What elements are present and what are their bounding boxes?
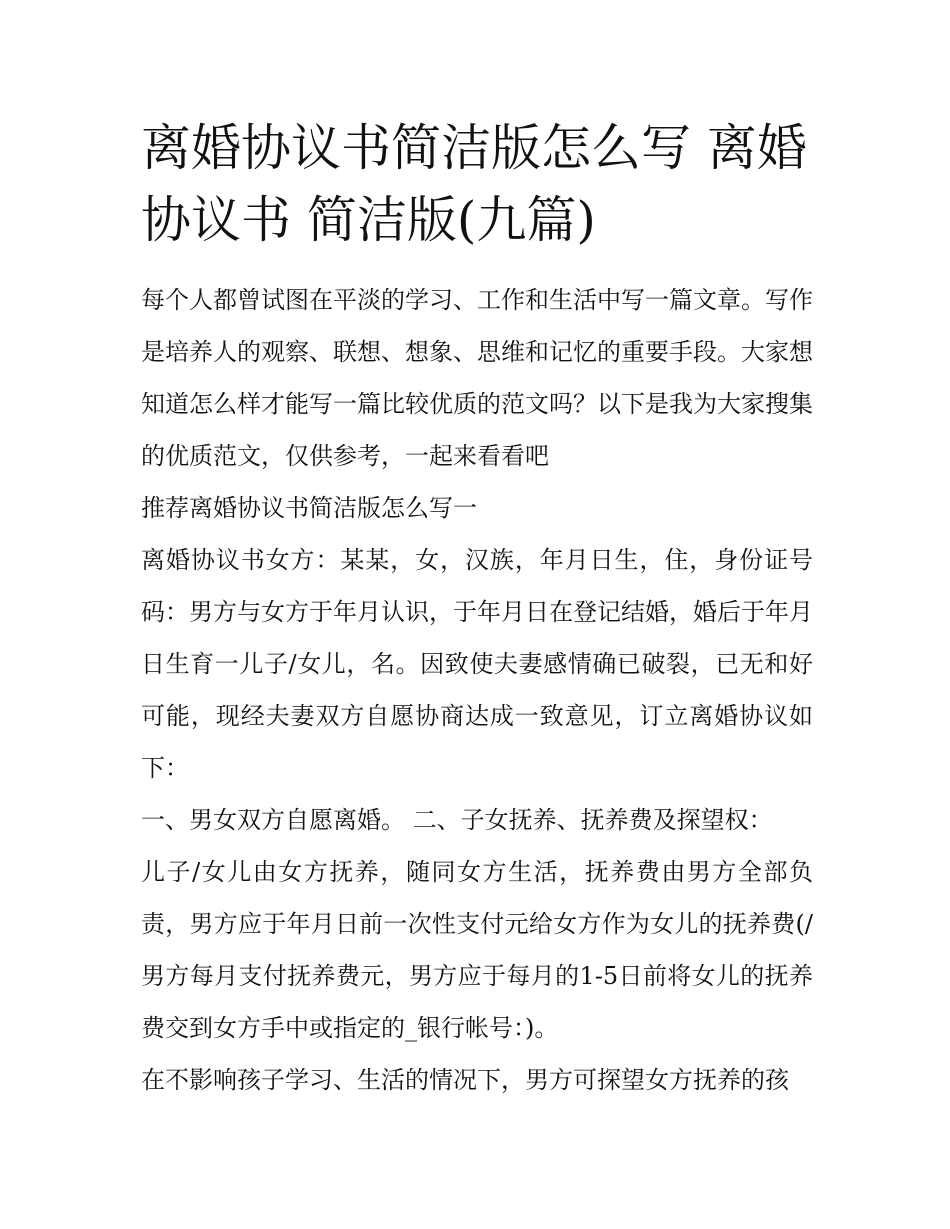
paragraph-intro: 每个人都曾试图在平淡的学习、工作和生活中写一篇文章。写作是培养人的观察、联想、想象、思维和记忆的重要手段。大家想知道怎么样才能写一篇比较优质的范文吗？以下是我为大家搜集的优质范文，仅供参考，一起来看看吧 — [141, 286, 813, 470]
paragraph-clauses-one-two: 一、男女双方自愿离婚。 二、子女抚养、抚养费及探望权： — [141, 806, 773, 834]
paragraph-recommend-heading: 推荐离婚协议书简洁版怎么写一 — [141, 494, 477, 522]
document-body — [141, 274, 813, 1106]
paragraph-agreement-intro: 离婚协议书女方：某某，女，汉族，年月日生，住，身份证号码：男方与女方于年月认识，于年月日在登记结婚，婚后于年月日生育一儿子/女儿，名。因致使夫妻感情确已破裂，已无和好可能，现经夫妻双方自愿协商达成一致意见，订立离婚协议如下： — [141, 546, 813, 782]
paragraph-child-support: 儿子/女儿由女方抚养，随同女方生活，抚养费由男方全部负责，男方应于年月日前一次性支付元给女方作为女儿的抚养费(/男方每月支付抚养费元，男方应于每月的1-5日前将女儿的抚养费交到女方手中或指定的_银行帐号：)。 — [141, 858, 813, 1042]
document-page — [141, 112, 813, 1106]
paragraph-visitation: 在不影响孩子学习、生活的情况下，男方可探望女方抚养的孩 — [141, 1066, 789, 1094]
document-title: 离婚协议书简洁版怎么写 离婚协议书 简洁版(九篇) — [141, 119, 807, 249]
